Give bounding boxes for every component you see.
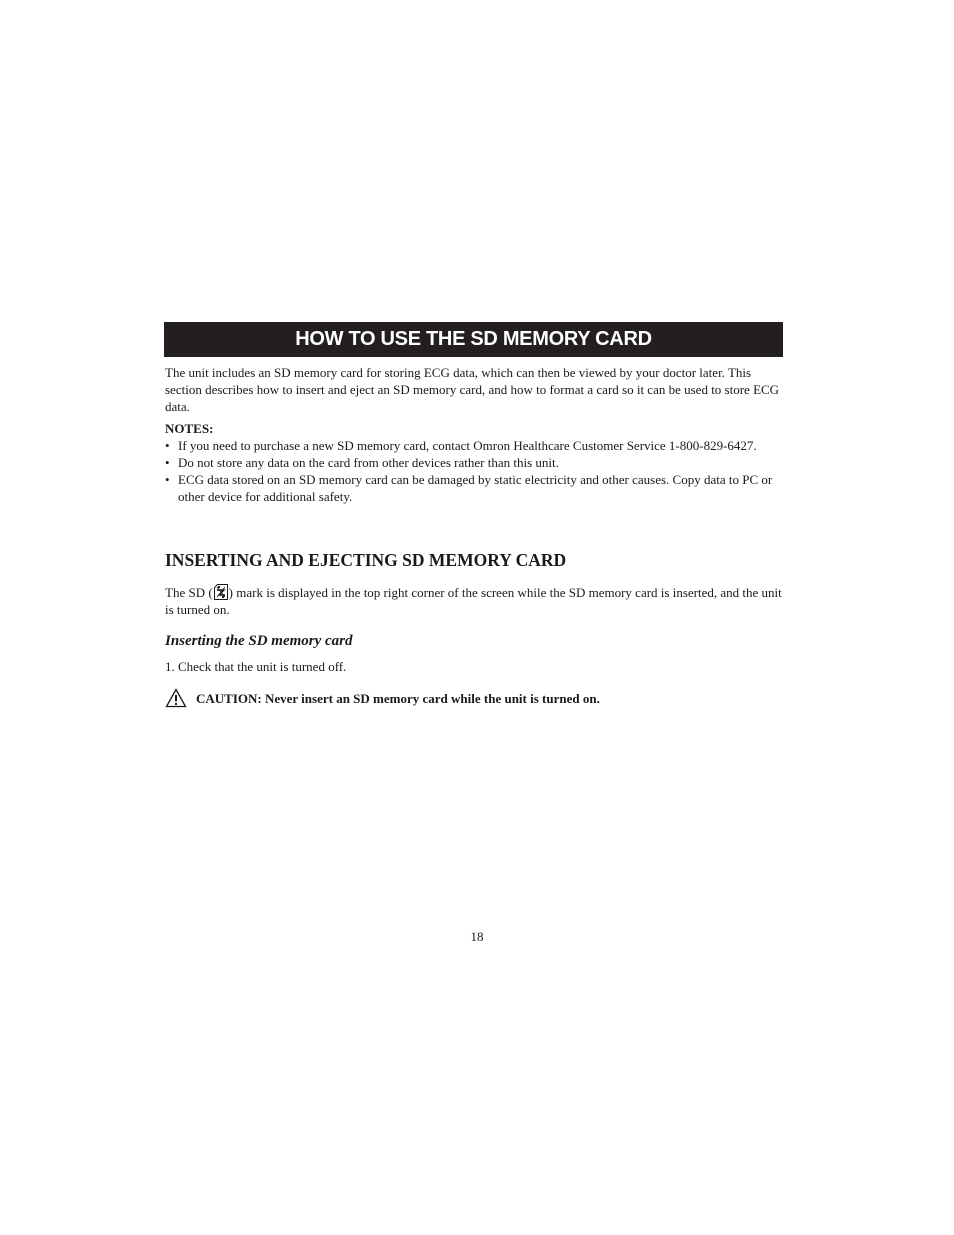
note-item: • ECG data stored on an SD memory card can be damaged by static electricity and other causes. Copy data to PC or other device for additional safety. xyxy=(165,471,785,505)
note-item: • Do not store any data on the card from other devices rather than this unit. xyxy=(165,454,785,471)
sd-card-icon xyxy=(213,584,229,600)
warning-triangle-icon xyxy=(165,688,187,708)
notes-heading: NOTES: xyxy=(165,421,214,436)
section-heading: INSERTING AND EJECTING SD MEMORY CARD xyxy=(165,550,567,570)
page-title: HOW TO USE THE SD MEMORY CARD xyxy=(295,328,652,350)
notes-list xyxy=(165,437,785,505)
section-title-banner xyxy=(164,322,783,357)
page-content xyxy=(165,364,785,708)
note-item: • If you need to purchase a new SD memory card, contact Omron Healthcare Customer Service 1-800-829-6427. xyxy=(165,437,785,454)
caution-text: CAUTION: Never insert an SD memory card while the unit is turned on. xyxy=(196,690,600,706)
sd-mark-paragraph xyxy=(165,584,785,618)
step-1: 1. Check that the unit is turned off. xyxy=(165,659,347,674)
subsection-heading: Inserting the SD memory card xyxy=(165,633,353,649)
intro-paragraph: The unit includes an SD memory card for storing ECG data, which can then be viewed by your doctor later. This section describes how to insert and eject an SD memory card, and how to format a card so it can be used to store ECG data. xyxy=(165,365,780,414)
page-number: 18 xyxy=(470,929,484,944)
sd-text-before: The SD ( xyxy=(165,585,213,600)
caution-notice xyxy=(165,688,785,708)
sd-text-after: ) mark is displayed in the top right corner of the screen while the SD memory card is inserted, and the unit is turned on. xyxy=(165,585,782,617)
